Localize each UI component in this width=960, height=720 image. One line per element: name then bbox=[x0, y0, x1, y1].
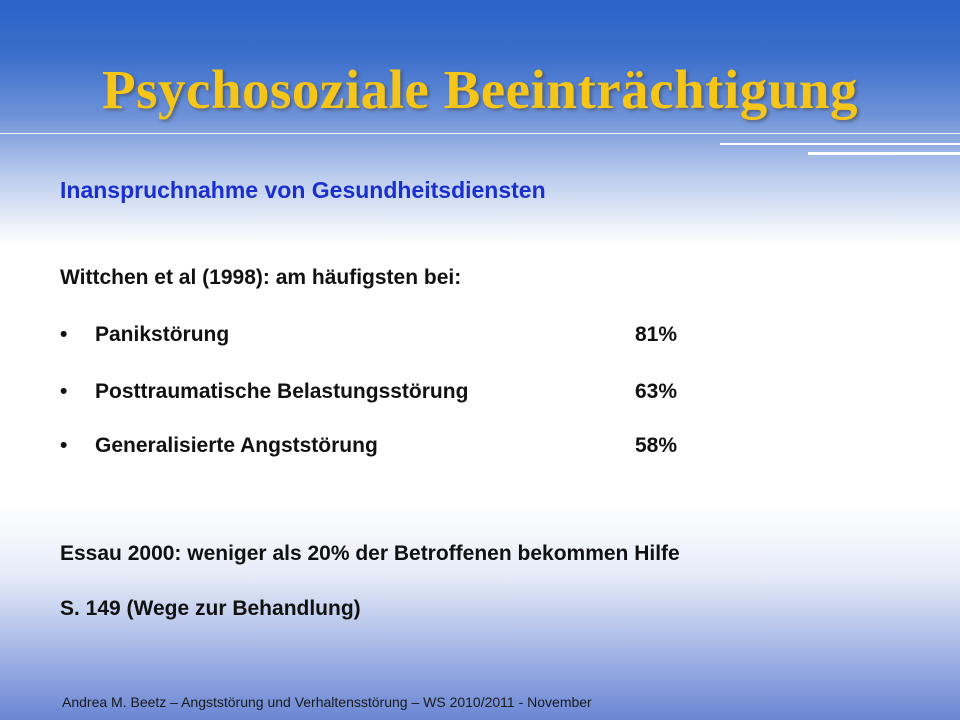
bullet-icon: • bbox=[60, 323, 68, 346]
divider-line bbox=[0, 133, 960, 134]
intro-text: Wittchen et al (1998): am häufigsten bei: bbox=[60, 266, 462, 289]
divider-line bbox=[720, 143, 960, 145]
bullet-icon: • bbox=[60, 380, 68, 403]
note-text: Essau 2000: weniger als 20% der Betroffenen bekommen Hilfe bbox=[60, 542, 680, 565]
list-item-value: 81% bbox=[635, 323, 678, 346]
slide-title: Psychosoziale Beeinträchtigung bbox=[102, 59, 858, 120]
list-item-value: 58% bbox=[635, 434, 678, 457]
list-item-label: Panikstörung bbox=[95, 323, 230, 346]
slide-subtitle: Inanspruchnahme von Gesundheitsdiensten bbox=[60, 177, 546, 203]
slide-footer: Andrea M. Beetz – Angststörung und Verhaltensstörung – WS 2010/2011 - November bbox=[62, 694, 592, 710]
list-item-label: Posttraumatische Belastungsstörung bbox=[95, 380, 469, 403]
list-item-value: 63% bbox=[635, 380, 678, 403]
bullet-icon: • bbox=[60, 434, 68, 457]
list-item-label: Generalisierte Angststörung bbox=[95, 434, 378, 457]
reference-text: S. 149 (Wege zur Behandlung) bbox=[60, 597, 361, 620]
divider-line bbox=[808, 152, 960, 155]
